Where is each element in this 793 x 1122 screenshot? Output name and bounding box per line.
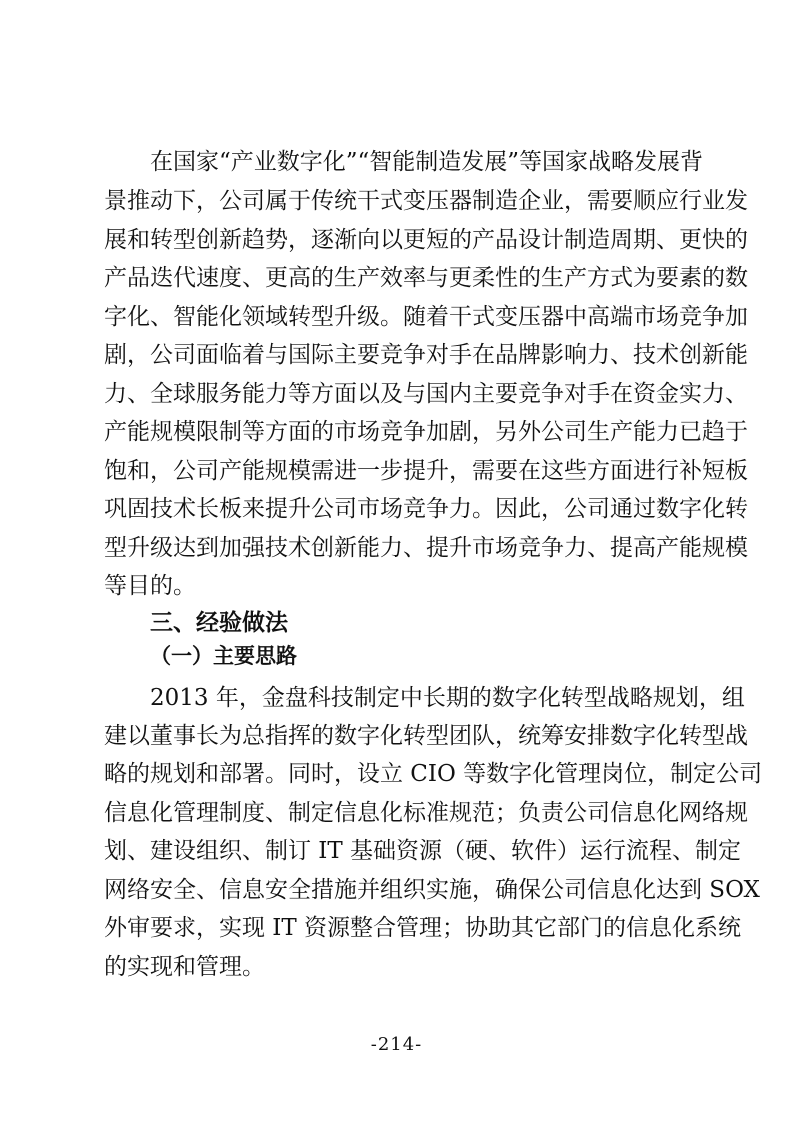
subsection-heading: （一）主要思路 bbox=[150, 643, 297, 668]
paragraph-line: 产品迭代速度、更高的生产效率与更柔性的生产方式为要素的数 bbox=[104, 265, 748, 291]
paragraph-line: 型升级达到加强技术创新能力、提升市场竞争力、提高产能规模 bbox=[104, 535, 748, 561]
paragraph-line: 网络安全、信息安全措施并组织实施，确保公司信息化达到 SOX bbox=[104, 877, 760, 903]
paragraph-line: 信息化管理制度、制定信息化标准规范；负责公司信息化网络规 bbox=[104, 800, 748, 826]
paragraph-line: 建以董事长为总指挥的数字化转型团队，统筹安排数字化转型战 bbox=[104, 723, 748, 749]
paragraph-line: 的实现和管理。 bbox=[104, 954, 265, 980]
paragraph-line: 等目的。 bbox=[104, 573, 196, 599]
paragraph-line: 剧，公司面临着与国际主要竞争对手在品牌影响力、技术创新能 bbox=[104, 342, 748, 368]
paragraph-line: 景推动下，公司属于传统干式变压器制造企业，需要顺应行业发 bbox=[104, 188, 748, 214]
paragraph-line: 略的规划和部署。同时，设立 CIO 等数字化管理岗位，制定公司 bbox=[104, 761, 763, 787]
paragraph-line: 展和转型创新趋势，逐渐向以更短的产品设计制造周期、更快的 bbox=[104, 227, 748, 253]
paragraph-line: 字化、智能化领域转型升级。随着干式变压器中高端市场竞争加 bbox=[104, 304, 748, 330]
paragraph-line: 巩固技术长板来提升公司市场竞争力。因此，公司通过数字化转 bbox=[104, 496, 748, 522]
paragraph-line: 划、建设组织、制订 IT 基础资源（硬、软件）运行流程、制定 bbox=[104, 838, 742, 864]
paragraph-line: 2013 年，金盘科技制定中长期的数字化转型战略规划，组 bbox=[150, 685, 745, 711]
paragraph-line: 力、全球服务能力等方面以及与国内主要竞争对手在资金实力、 bbox=[104, 381, 748, 407]
paragraph-line: 饱和，公司产能规模需进一步提升，需要在这些方面进行补短板 bbox=[104, 458, 748, 484]
section-heading: 三、经验做法 bbox=[150, 610, 288, 636]
paragraph-line: 产能规模限制等方面的市场竞争加剧，另外公司生产能力已趋于 bbox=[104, 419, 748, 445]
paragraph-line: 外审要求，实现 IT 资源整合管理；协助其它部门的信息化系统 bbox=[104, 915, 742, 941]
page-number: -214- bbox=[370, 1034, 423, 1055]
paragraph-line: 在国家“产业数字化”“智能制造发展”等国家战略发展背 bbox=[150, 149, 704, 175]
